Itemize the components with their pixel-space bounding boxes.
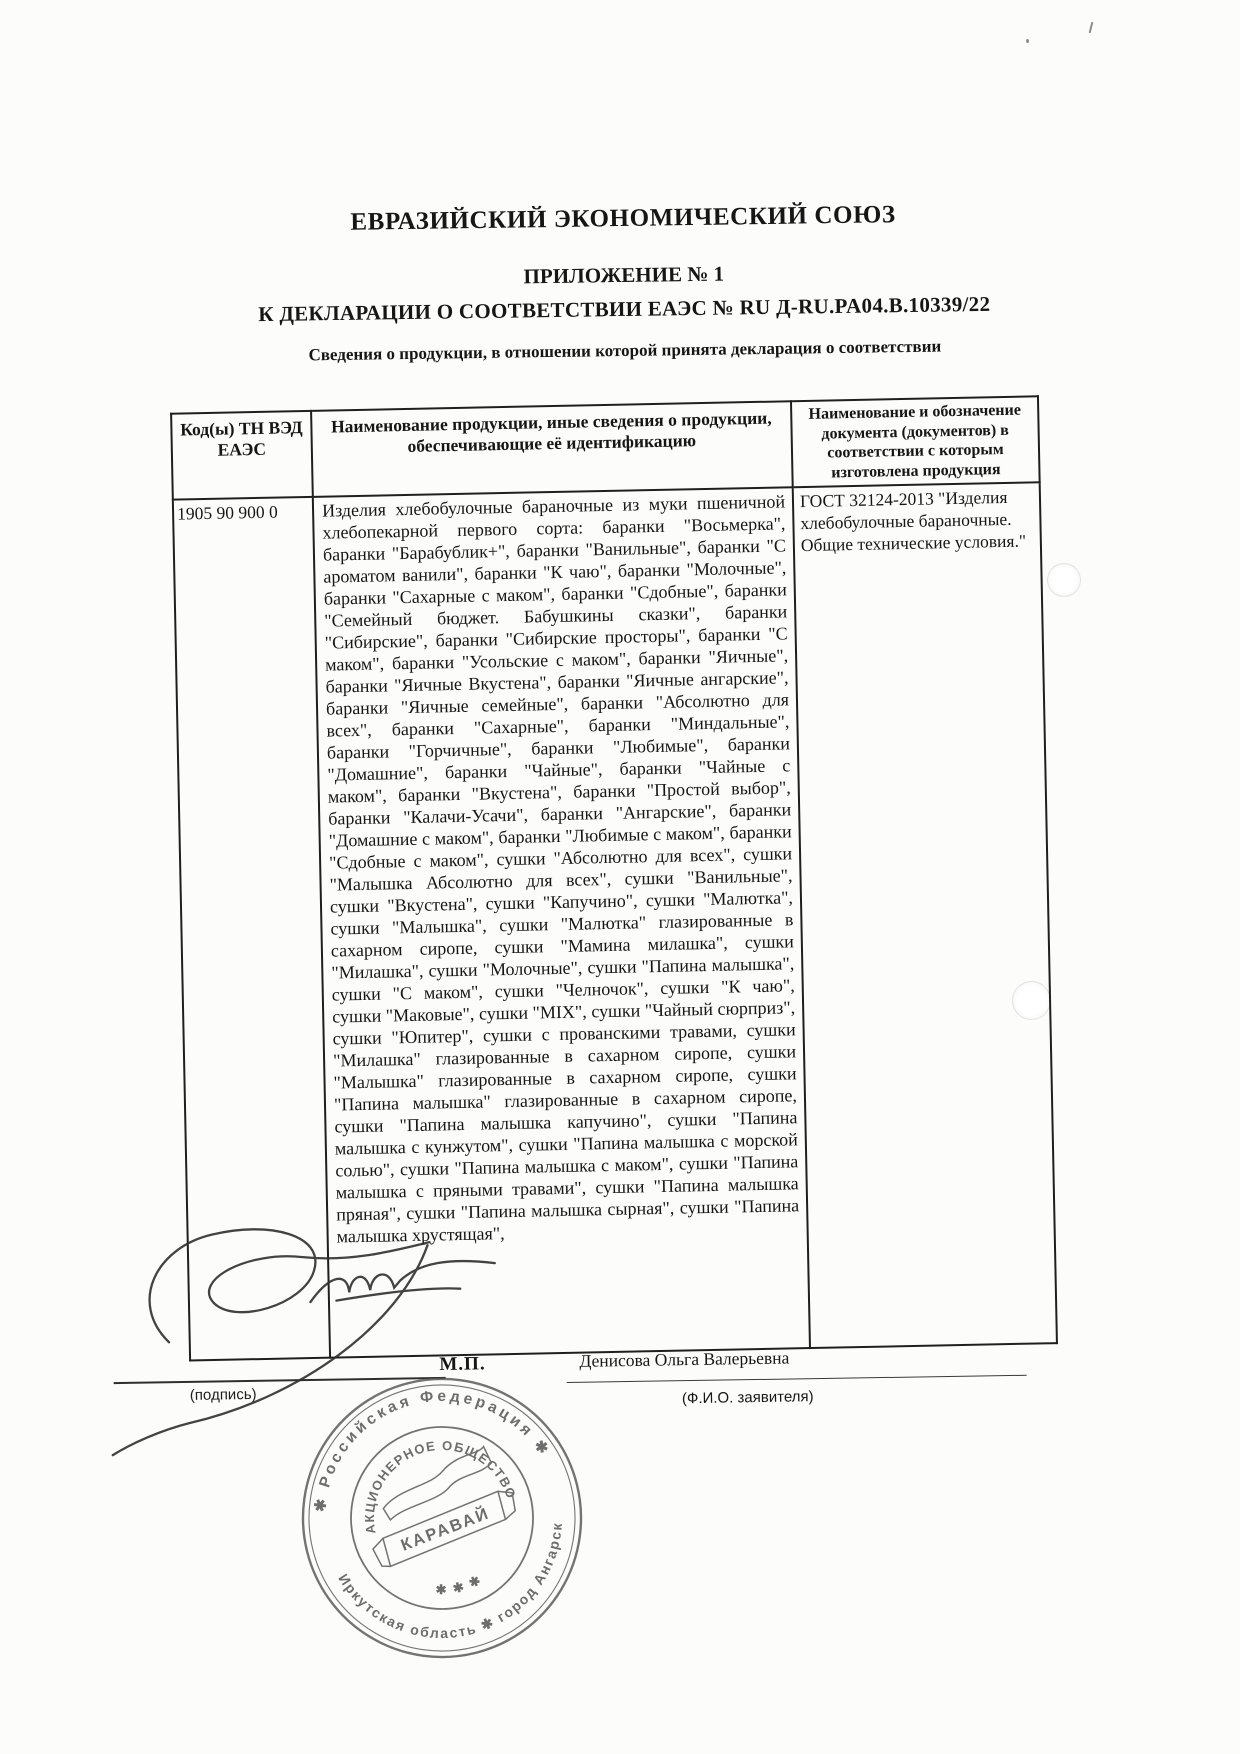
seal-place-abbr: М.П. — [439, 1353, 486, 1376]
applicant-name-line — [567, 1375, 1027, 1383]
stamp-inner-bottom-stars: ✱ ✱ ✱ — [435, 1571, 485, 1598]
declaration-number-line: К ДЕКЛАРАЦИИ О СООТВЕТСТВИИ ЕАЭС № RU Д-RU.PA04.B.10339/22 — [258, 291, 991, 327]
col-header-document: Наименование и обозначение документа (документов) в соответствии с которым изготовлена продукция — [791, 396, 1040, 487]
code-cell: 1905 90 900 0 — [173, 497, 330, 1361]
appendix-line: ПРИЛОЖЕНИЕ № 1 — [523, 261, 725, 289]
stamp-ring-bottom-text: Иркутская область ✱ город Ангарск — [335, 1521, 566, 1642]
svg-text:✱ ✱ ✱ — [432, 1571, 486, 1601]
standard-cell: ГОСТ 32124-2013 "Изделия хлебобулочные бараночные. Общие технические условия." — [793, 482, 1057, 1348]
applicant-caption: (Ф.И.О. заявителя) — [681, 1388, 814, 1408]
col-header-code: Код(ы) ТН ВЭД ЕАЭС — [171, 411, 313, 500]
product-description-cell: Изделия хлебобулочные бараночные из муки пшеничной хлебопекарной первого сорта: баранки "Восьмерка", баранки "Барабублик+", баранки "Ванильные", баранки "С ароматом ванили", баранки "К чаю", баранки "Молочные", баранки "Сахарные с маком", баранки "Сдобные", баранки "Семейный бюджет. Бабушкины сказки", баранки "Сибирские", баранки "Сибирские просторы", баранки "С маком", баранки "Усольские с маком", баранки "Яичные", баранки "Яичные Вкустена", баранки "Яичные ангарские", баранки "Яичные семейные", баранки "Абсолютно для всех", баранки "Сахарные", баранки "Миндальные", баранки "Горчичные", баранки "Любимые", баранки "Домашние", баранки "Чайные", баранки "Чайные с маком", баранки "Вкустена", баранки "Простой выбор", баранки "Калачи-Усачи", баранки "Ангарские", баранки "Домашние с маком", баранки "Любимые с маком", баранки "Сдобные с маком", сушки "Абсолютно для всех", сушки "Малышка Абсолютно для всех", сушки "Ванильные", сушки "Вкустена", сушки "Капучино", сушки "Малютка", сушки "Малышка", сушки "Малютка" глазированные в сахарном сиропе, сушки "Мамина милашка", сушки "Милашка", сушки "Молочные", сушки "Папина малышка", сушки "С маком", сушки "Челночок", сушки "К чаю", сушки "Маковые", сушки "MIX", сушки "Чайный сюрприз", сушки "Юпитер", сушки с прованскими травами, сушки "Милашка" глазированные в сахарном сиропе, сушки "Малышка" глазированные в сахарном сиропе, сушки "Папина малышка" глазированные в сахарном сиропе, сушки "Папина малышка капучино", сушки "Папина малышка с кунжутом", сушки "Папина малышка с морской солью", сушки "Папина малышка с маком", сушки "Папина малышка с пряными травами", сушки "Папина малышка пряная", сушки "Папина малышка сырная", сушки "Папина малышка хрустящая", — [313, 487, 810, 1357]
punch-hole — [1048, 564, 1080, 596]
products-subtitle: Сведения о продукции, в отношении которой принята декларация о соответствии — [308, 336, 942, 365]
col-header-product: Наименование продукции, иные сведения о продукции, обеспечивающие её идентификацию — [311, 401, 793, 497]
applicant-name: Денисова Ольга Валерьевна — [579, 1347, 790, 1371]
scan-speck — [1089, 22, 1094, 33]
stamp-ring-top-text: ✱ Российская Федерация ✱ — [311, 1387, 554, 1513]
stamp-center-name: КАРАВАЙ — [398, 1504, 493, 1555]
page-title: ЕВРАЗИЙСКИЙ ЭКОНОМИЧЕСКИЙ СОЮЗ — [350, 201, 896, 236]
signature-stroke — [310, 1261, 496, 1303]
stamp-inner-ring-text: АКЦИОНЕРНОЕ ОБЩЕСТВО — [361, 1437, 520, 1535]
signature-caption: (подпись) — [189, 1385, 257, 1404]
scan-speck — [1026, 39, 1029, 43]
document-header — [0, 0, 1240, 365]
signature-stroke — [148, 1227, 431, 1343]
stamp-banner-fold-left — [371, 1538, 393, 1570]
